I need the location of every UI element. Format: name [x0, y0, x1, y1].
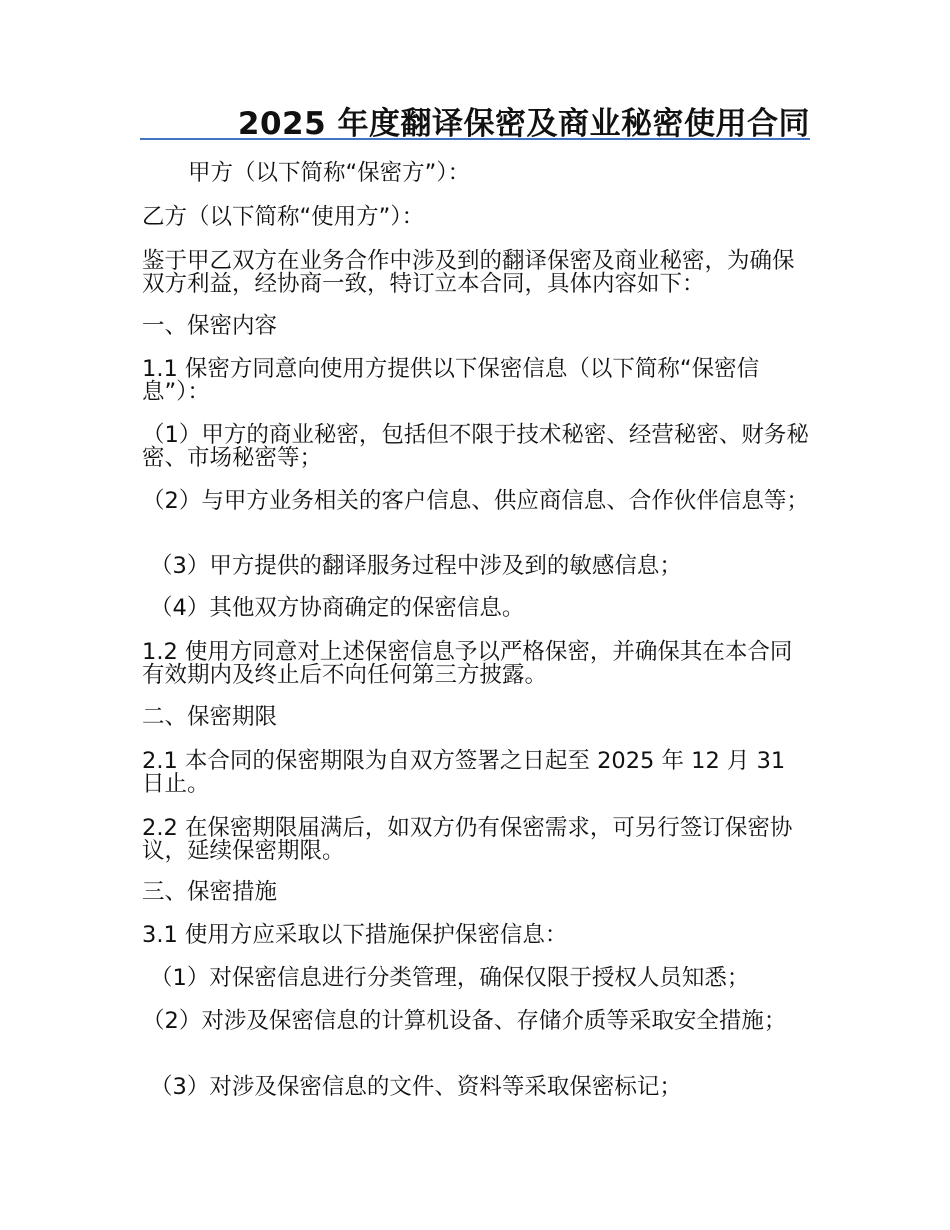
list-item: （3）对涉及保密信息的文件、资料等采取保密标记；	[150, 1074, 682, 1100]
list-item: （2）对涉及保密信息的计算机设备、存储介质等采取安全措施；	[142, 1008, 787, 1034]
clause-1-2: 1.2 使用方同意对上述保密信息予以严格保密，并确保其在本合同有效期内及终止后不向任何第三方披露。	[142, 639, 793, 688]
section-heading-confidential-measures: 三、保密措施	[142, 879, 278, 905]
list-item: （3）甲方提供的翻译服务过程中涉及到的敏感信息；	[150, 553, 682, 579]
section-heading-confidential-content: 一、保密内容	[142, 313, 278, 339]
clause-2-1: 2.1 本合同的保密期限为自双方签署之日起至 2025 年 12 月 31 日止。	[142, 748, 786, 797]
list-item: （4）其他双方协商确定的保密信息。	[150, 595, 525, 621]
party-b-line: 乙方（以下简称“使用方”）：	[142, 204, 425, 230]
clause-2-2: 2.2 在保密期限届满后，如双方仍有保密需求，可另行签订保密协议，延续保密期限。	[142, 815, 793, 864]
clause-1-1: 1.1 保密方同意向使用方提供以下保密信息（以下简称“保密信息”）：	[142, 356, 760, 405]
intro-paragraph: 鉴于甲乙双方在业务合作中涉及到的翻译保密及商业秘密，为确保双方利益，经协商一致，特订立本合同，具体内容如下：	[142, 248, 795, 297]
document-title: 2025 年度翻译保密及商业秘密使用合同	[237, 106, 810, 142]
party-a-line: 甲方（以下简称“保密方”）：	[188, 160, 471, 186]
title-underline	[140, 138, 810, 140]
list-item: （1）对保密信息进行分类管理，确保仅限于授权人员知悉；	[150, 965, 750, 991]
list-item: （1）甲方的商业秘密，包括但不限于技术秘密、经营秘密、财务秘密、市场秘密等；	[142, 422, 809, 471]
list-item: （2）与甲方业务相关的客户信息、供应商信息、合作伙伴信息等；	[142, 488, 809, 514]
clause-3-1: 3.1 使用方应采取以下措施保护保密信息：	[142, 922, 568, 948]
section-heading-confidential-period: 二、保密期限	[142, 704, 278, 730]
